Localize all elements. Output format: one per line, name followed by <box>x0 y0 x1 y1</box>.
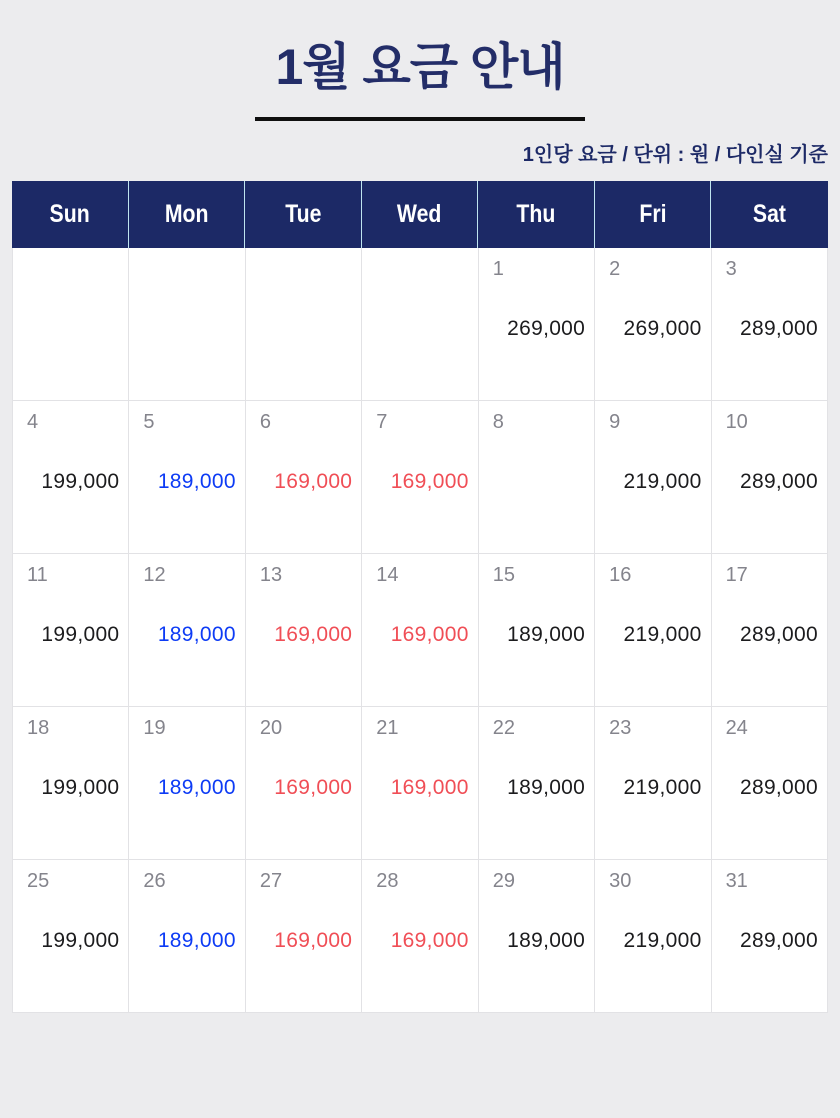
calendar-cell <box>712 860 828 1013</box>
calendar-cell <box>362 554 478 707</box>
day-number: 21 <box>376 717 399 739</box>
unit-note: 1인당 요금 / 단위 : 원 / 다인실 기준 <box>522 144 828 166</box>
price-label: 189,000 <box>507 776 586 799</box>
price-label: 189,000 <box>157 623 236 646</box>
day-number: 31 <box>725 870 748 892</box>
price-label: 269,000 <box>623 317 702 340</box>
price-label: 289,000 <box>739 317 818 340</box>
calendar-cell <box>479 860 595 1013</box>
calendar-cell <box>712 248 828 401</box>
day-number: 11 <box>27 564 48 586</box>
calendar-cell <box>13 401 129 554</box>
price-label: 169,000 <box>390 776 469 799</box>
day-number: 14 <box>376 564 399 586</box>
calendar-cell <box>246 554 362 707</box>
day-number: 9 <box>609 411 621 433</box>
price-label: 219,000 <box>623 929 702 952</box>
price-label: 189,000 <box>507 929 586 952</box>
weekday-header-wed: Wed <box>362 181 479 248</box>
calendar-cell <box>13 248 129 401</box>
calendar-cell <box>13 707 129 860</box>
calendar-cell <box>479 554 595 707</box>
day-number: 22 <box>492 717 515 739</box>
calendar-cell <box>712 401 828 554</box>
calendar-cell <box>246 707 362 860</box>
day-number: 29 <box>492 870 515 892</box>
page-header <box>0 40 840 167</box>
weekday-header-row <box>12 181 828 248</box>
price-label: 219,000 <box>623 776 702 799</box>
calendar-cell <box>13 554 129 707</box>
day-number: 7 <box>376 411 388 433</box>
day-number: 24 <box>725 717 748 739</box>
day-number: 3 <box>725 258 737 280</box>
calendar-cell <box>595 554 711 707</box>
calendar-cell <box>362 707 478 860</box>
calendar-cell <box>246 860 362 1013</box>
calendar-cell <box>246 401 362 554</box>
day-number: 5 <box>143 411 155 433</box>
price-label: 169,000 <box>274 929 353 952</box>
day-number: 30 <box>609 870 632 892</box>
day-number: 20 <box>259 717 283 739</box>
day-number: 23 <box>609 717 632 739</box>
price-label: 289,000 <box>739 929 818 952</box>
day-number: 13 <box>259 564 283 586</box>
day-number: 18 <box>27 717 50 739</box>
calendar-cell <box>246 248 362 401</box>
day-number: 2 <box>609 258 621 280</box>
day-number: 6 <box>259 411 271 433</box>
price-label: 219,000 <box>623 470 702 493</box>
price-label: 189,000 <box>507 623 586 646</box>
day-number: 15 <box>492 564 515 586</box>
calendar-cell <box>129 707 245 860</box>
page-title: 1월 요금 안내 <box>275 39 565 95</box>
calendar-cell <box>712 707 828 860</box>
price-label: 199,000 <box>41 776 120 799</box>
day-number: 1 <box>492 258 504 280</box>
day-number: 8 <box>492 411 504 433</box>
day-number: 17 <box>725 564 748 586</box>
day-number: 27 <box>259 870 283 892</box>
price-label: 169,000 <box>390 623 469 646</box>
weekday-header-tue: Tue <box>245 181 362 248</box>
price-label: 289,000 <box>739 776 818 799</box>
day-number: 12 <box>143 564 166 586</box>
price-label: 189,000 <box>157 776 236 799</box>
calendar-cell <box>479 401 595 554</box>
day-number: 10 <box>725 411 748 433</box>
price-label: 199,000 <box>41 623 120 646</box>
weekday-header-fri: Fri <box>595 181 712 248</box>
day-number: 28 <box>376 870 399 892</box>
calendar-cell <box>595 860 711 1013</box>
weekday-header-thu: Thu <box>478 181 595 248</box>
weekday-header-mon: Mon <box>129 181 246 248</box>
price-label: 289,000 <box>739 623 818 646</box>
price-label: 189,000 <box>157 470 236 493</box>
calendar-cell <box>129 554 245 707</box>
calendar-cell <box>479 248 595 401</box>
calendar-cell <box>595 401 711 554</box>
price-label: 219,000 <box>623 623 702 646</box>
price-label: 199,000 <box>41 470 120 493</box>
calendar-cell <box>362 248 478 401</box>
calendar-cell <box>479 707 595 860</box>
day-number: 16 <box>609 564 632 586</box>
price-label: 169,000 <box>274 623 353 646</box>
day-number: 4 <box>27 411 39 433</box>
calendar-cell <box>362 860 478 1013</box>
price-label: 169,000 <box>390 470 469 493</box>
price-label: 189,000 <box>157 929 236 952</box>
calendar-cell <box>362 401 478 554</box>
calendar-cell <box>595 707 711 860</box>
day-number: 25 <box>27 870 50 892</box>
calendar-grid <box>12 248 828 1013</box>
calendar-cell <box>595 248 711 401</box>
price-label: 199,000 <box>41 929 120 952</box>
price-label: 169,000 <box>274 776 353 799</box>
day-number: 26 <box>143 870 166 892</box>
calendar-cell <box>129 401 245 554</box>
price-calendar <box>12 181 828 1013</box>
price-label: 269,000 <box>507 317 586 340</box>
weekday-header-sat: Sat <box>753 200 787 228</box>
price-label: 169,000 <box>274 470 353 493</box>
calendar-cell <box>129 248 245 401</box>
price-label: 289,000 <box>739 470 818 493</box>
calendar-cell <box>712 554 828 707</box>
title-underline <box>255 117 585 121</box>
calendar-cell <box>13 860 129 1013</box>
calendar-cell <box>129 860 245 1013</box>
weekday-header-sun: Sun <box>12 181 129 248</box>
day-number: 19 <box>143 717 166 739</box>
price-label: 169,000 <box>390 929 469 952</box>
